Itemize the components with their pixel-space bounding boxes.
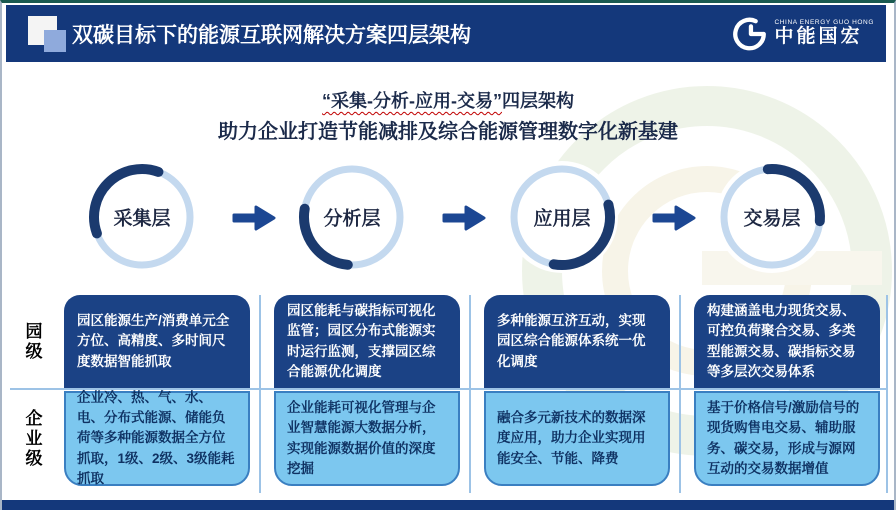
park-cell-caiji bbox=[64, 295, 250, 388]
cell-text: 企业能耗可视化管理与企业智慧能源大数据分析，实现能源数据价值的深度挖掘 bbox=[287, 400, 436, 476]
layer-circle-fenxi bbox=[296, 161, 408, 273]
flow-arrow-icon bbox=[651, 203, 697, 233]
cell-text: 基于价格信号/激励信号的现货购售电交易、辅助服务、碳交易，形成与源网互动的交易数据增值 bbox=[707, 400, 860, 476]
cell-text: 多种能源互济互动，实现园区综合能源体系统一优化调度 bbox=[497, 313, 646, 369]
enterprise-cell-caiji bbox=[64, 391, 250, 486]
park-cell-fenxi bbox=[274, 295, 460, 388]
subtitle-line1 bbox=[2, 87, 894, 113]
layer-label: 交易层 bbox=[743, 208, 801, 230]
subtitle-rest: 四层架构 bbox=[501, 91, 574, 111]
column-divider-line bbox=[886, 295, 888, 493]
park-cell-yingyong bbox=[484, 295, 670, 388]
cell-text: 构建涵盖电力现货交易、可控负荷聚合交易、多类型能源交易、碳指标交易等多层次交易体系 bbox=[707, 303, 856, 379]
row-label-enterprise-level: 企业级 bbox=[22, 408, 42, 469]
column-divider-line bbox=[259, 295, 261, 493]
flow-arrow-icon bbox=[441, 203, 487, 233]
title-decoration-square-overlay-icon bbox=[44, 30, 66, 52]
flow-arrow-icon bbox=[231, 203, 277, 233]
cell-text: 企业冷、热、气、水、电、分布式能源、储能负荷等多种能源数据全方位抓取，1级、2级、3级能耗抓取 bbox=[77, 389, 235, 486]
row-label-park-level: 园级 bbox=[22, 321, 42, 362]
layer-label: 采集层 bbox=[113, 208, 171, 230]
logo-g-icon bbox=[731, 15, 769, 53]
footer-bar bbox=[2, 500, 894, 510]
layer-label: 分析层 bbox=[323, 208, 381, 230]
park-cell-jiaoyi bbox=[694, 295, 880, 388]
layer-label: 应用层 bbox=[533, 208, 591, 230]
column-divider-line bbox=[469, 295, 471, 493]
enterprise-cell-yingyong bbox=[484, 391, 670, 486]
enterprise-cell-fenxi bbox=[274, 391, 460, 486]
column-divider-line bbox=[679, 295, 681, 493]
cell-text: 园区能源生产/消费单元全方位、高精度、多时间尺度数据智能抓取 bbox=[77, 313, 230, 369]
subtitle-line2: 助力企业打造节能减排及综合能源管理数字化新基建 bbox=[218, 121, 678, 143]
layer-circle-jiaoyi bbox=[716, 161, 828, 273]
logo-tagline: CHINA ENERGY GUO HONG bbox=[774, 19, 874, 27]
layer-circle-caiji bbox=[86, 161, 198, 273]
subtitle-quoted-part: “采集-分析-应用-交易” bbox=[322, 91, 502, 111]
header-bar bbox=[6, 5, 886, 62]
cell-text: 融合多元新技术的数据深度应用，助力企业实现用能安全、节能、降费 bbox=[497, 410, 646, 466]
layer-circle-yingyong bbox=[506, 161, 618, 273]
logo-name: 中能国宏 bbox=[774, 25, 863, 47]
company-logo bbox=[731, 15, 874, 53]
enterprise-cell-jiaoyi bbox=[694, 391, 880, 486]
cell-text: 园区能耗与碳指标可视化监管；园区分布式能源实时运行监测，支撑园区综合能源优化调度 bbox=[287, 303, 436, 379]
page-title: 双碳目标下的能源互联网解决方案四层架构 bbox=[72, 23, 471, 47]
